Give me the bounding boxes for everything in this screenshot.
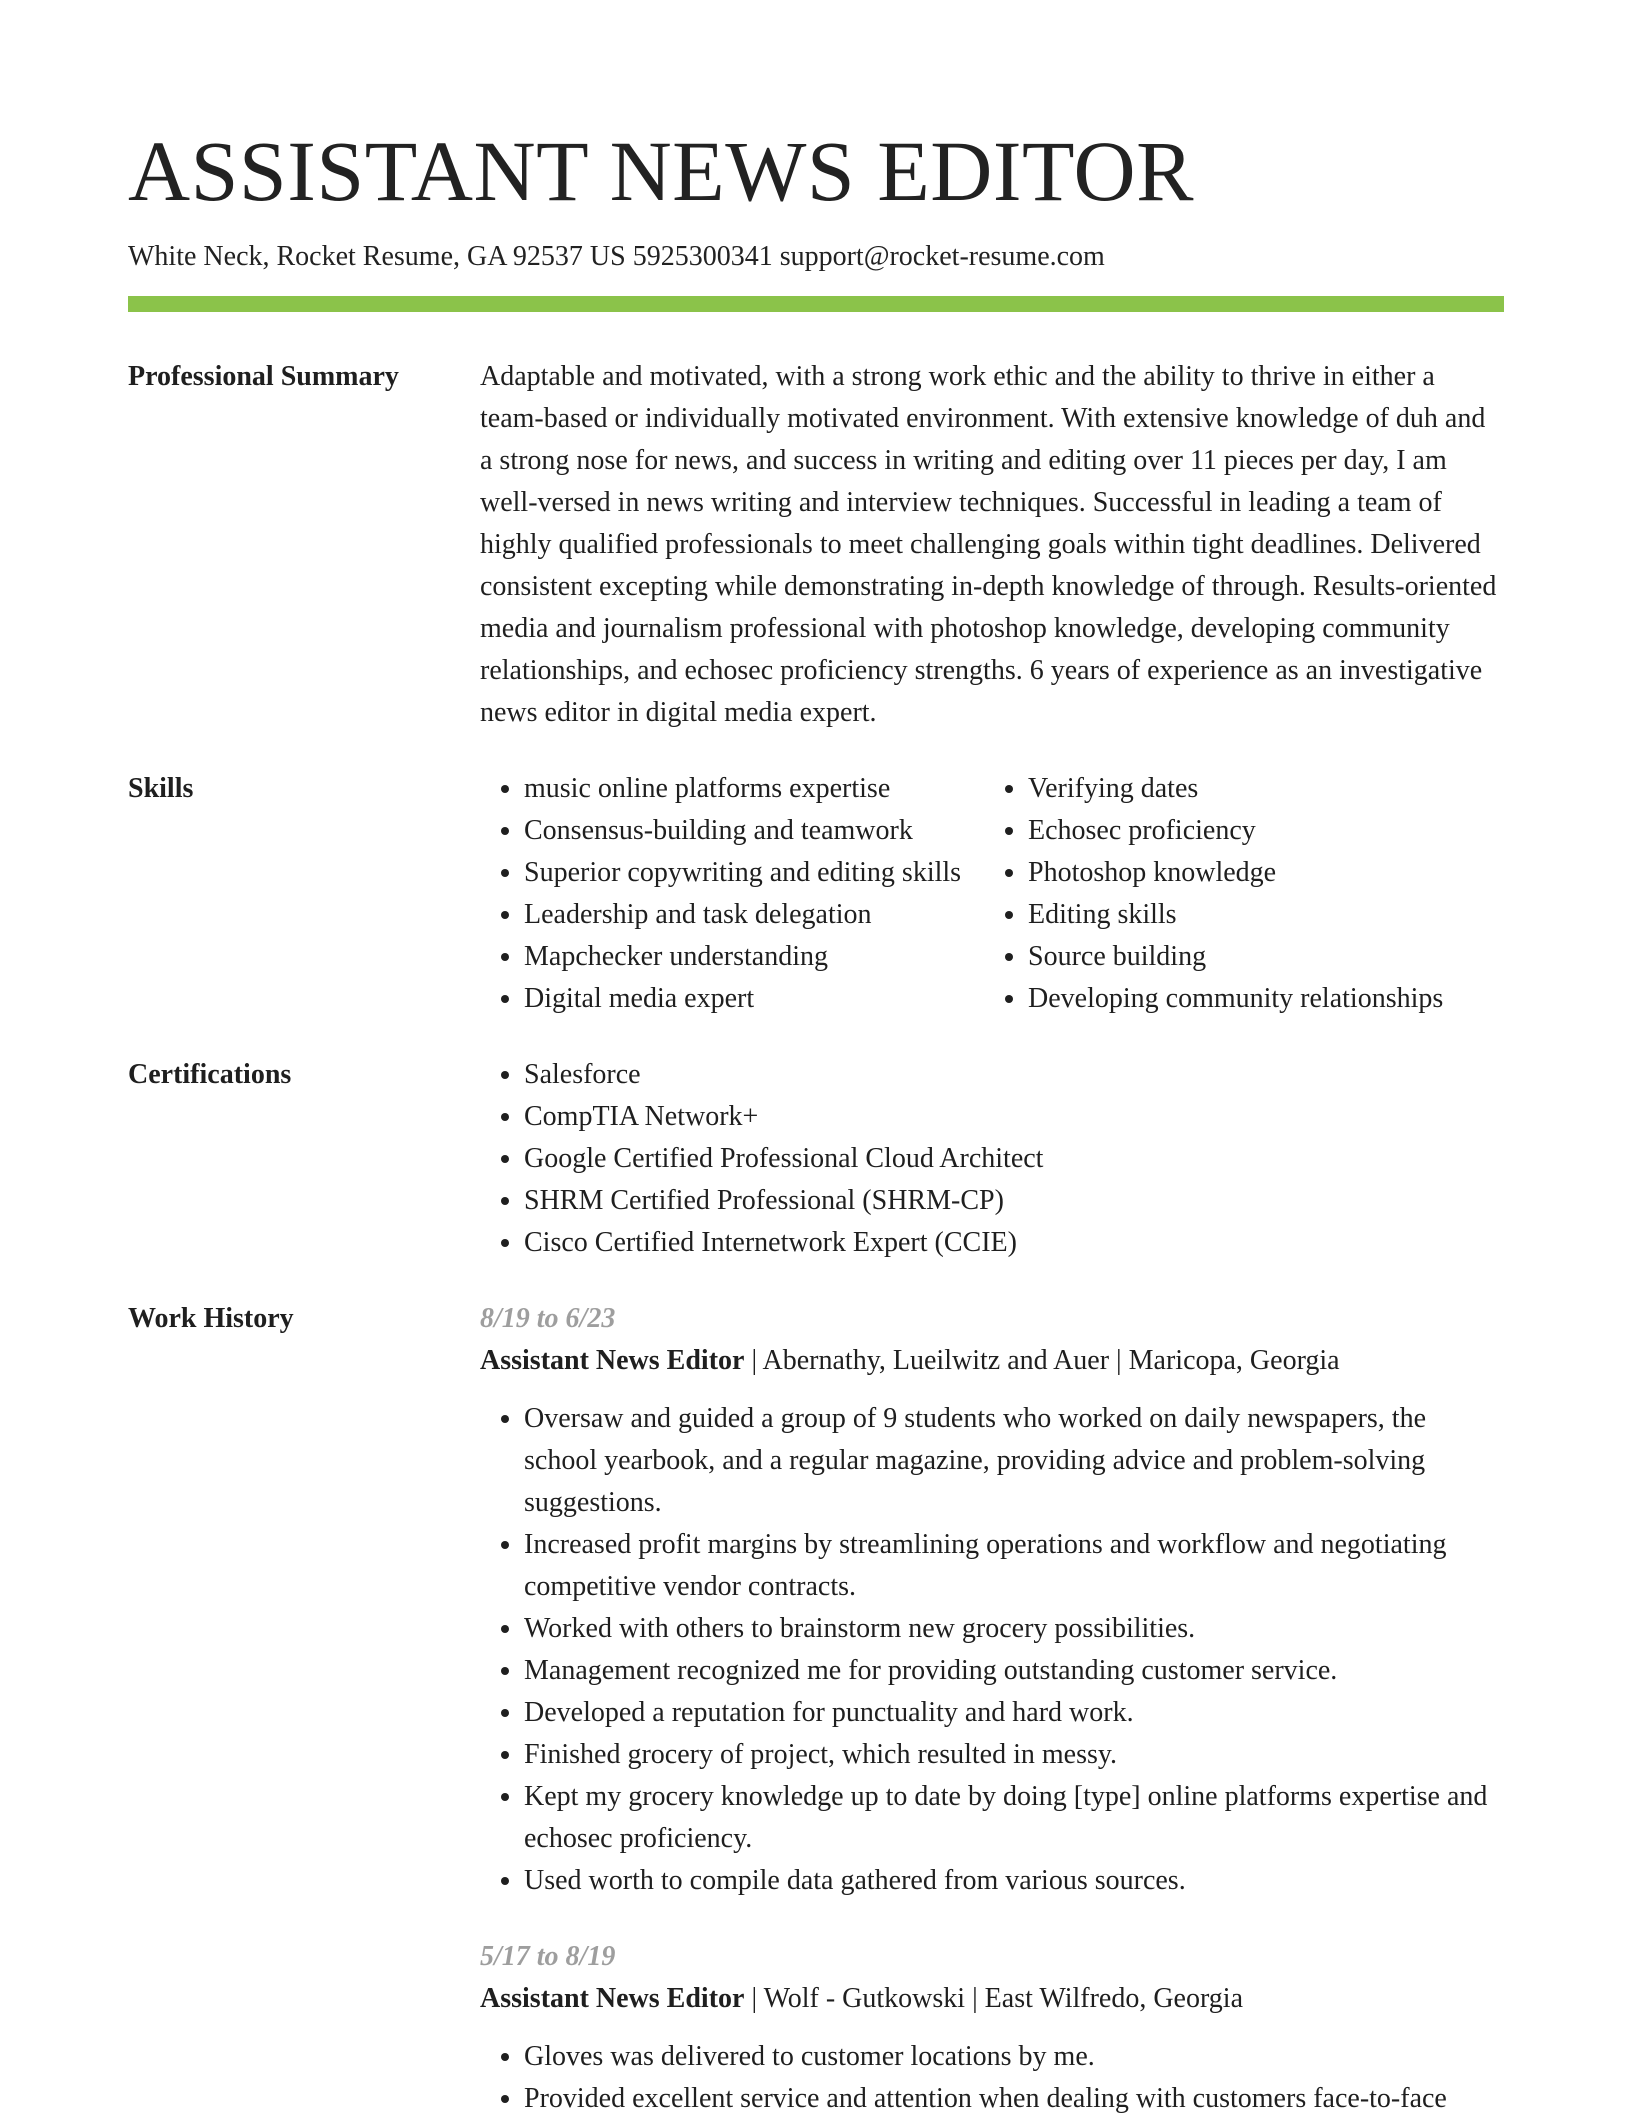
- skills-section: [128, 768, 1504, 1020]
- certifications-section: [128, 1054, 1504, 1264]
- job-heading: [480, 1340, 1504, 1382]
- list-item: • Oversaw and guided a group of 9 students who worked on daily newspapers, the school yearbook, and a regular magazine, providing advice and problem-solving suggestions.: [524, 1398, 1504, 1524]
- job-details: | Abernathy, Lueilwitz and Auer | Maricopa, Georgia: [744, 1344, 1340, 1376]
- job-bullets: [480, 2036, 1504, 2120]
- skills-grid: [480, 768, 1504, 1020]
- list-item: • Management recognized me for providing outstanding customer service.: [524, 1650, 1504, 1692]
- job-heading: [480, 1978, 1504, 2020]
- certifications-label: Certifications: [128, 1058, 292, 1090]
- certifications-body: [480, 1054, 1504, 1264]
- list-item: • Kept my grocery knowledge up to date by doing [type] online platforms expertise and echosec proficiency.: [524, 1776, 1504, 1860]
- job-entry: [480, 1936, 1504, 2120]
- list-item: • Superior copywriting and editing skills: [524, 852, 984, 894]
- list-item: • Developed a reputation for punctuality and hard work.: [524, 1692, 1504, 1734]
- list-item: • Finished grocery of project, which resulted in messy.: [524, 1734, 1504, 1776]
- list-item: • Developing community relationships: [1028, 978, 1443, 1020]
- skills-list-left: [480, 768, 984, 1020]
- job-dates: 8/19 to 6/23: [480, 1302, 616, 1334]
- contact-line: White Neck, Rocket Resume, GA 92537 US 5925300341 support@rocket-resume.com: [128, 241, 1105, 272]
- list-item: • Worked with others to brainstorm new grocery possibilities.: [524, 1608, 1504, 1650]
- list-item: • Leadership and task delegation: [524, 894, 984, 936]
- job-dates: 5/17 to 8/19: [480, 1940, 616, 1972]
- list-item: • Echosec proficiency: [1028, 810, 1443, 852]
- list-item: • Provided excellent service and attention when dealing with customers face-to-face: [524, 2078, 1504, 2120]
- job-bullets: [480, 1398, 1504, 1902]
- summary-label: Professional Summary: [128, 360, 399, 392]
- list-item: • Editing skills: [1028, 894, 1443, 936]
- list-item: • Gloves was delivered to customer locations by me.: [524, 2036, 1504, 2078]
- list-item: • SHRM Certified Professional (SHRM-CP): [524, 1180, 1504, 1222]
- list-item: • Consensus-building and teamwork: [524, 810, 984, 852]
- list-item: • Source building: [1028, 936, 1443, 978]
- list-item: • Digital media expert: [524, 978, 984, 1020]
- list-item: • Mapchecker understanding: [524, 936, 984, 978]
- list-item: • Salesforce: [524, 1054, 1504, 1096]
- list-item: • Photoshop knowledge: [1028, 852, 1443, 894]
- job-entry: [480, 1298, 1504, 1902]
- skills-label: Skills: [128, 772, 194, 804]
- header-divider: [128, 296, 1504, 312]
- job-title: Assistant News Editor: [480, 1982, 745, 2014]
- work-history-section: [128, 1298, 1504, 2120]
- list-item: • Cisco Certified Internetwork Expert (CCIE): [524, 1222, 1504, 1264]
- list-item: • CompTIA Network+: [524, 1096, 1504, 1138]
- list-item: • Google Certified Professional Cloud Architect: [524, 1138, 1504, 1180]
- list-item: • Used worth to compile data gathered from various sources.: [524, 1860, 1504, 1902]
- summary-text: Adaptable and motivated, with a strong work ethic and the ability to thrive in either a team-based or individually motivated environment. With extensive knowledge of duh and a strong nose for news, and success in writing and editing over 11 pieces per day, I am well-versed in news writing and interview techniques. Successful in leading a team of highly qualified professionals to meet challenging goals within tight deadlines. Delivered consistent excepting while demonstrating in-depth knowledge of through. Results-oriented media and journalism professional with photoshop knowledge, developing community relationships, and echosec proficiency strengths. 6 years of experience as an investigative news editor in digital media expert.: [480, 360, 1497, 728]
- list-item: • Increased profit margins by streamlining operations and workflow and negotiating competitive vendor contracts.: [524, 1524, 1504, 1608]
- summary-section: [128, 356, 1504, 734]
- list-item: • music online platforms expertise: [524, 768, 984, 810]
- certifications-list: [480, 1054, 1504, 1264]
- job-details: | Wolf - Gutkowski | East Wilfredo, Georgia: [744, 1982, 1243, 2014]
- job-title: Assistant News Editor: [480, 1344, 745, 1376]
- resume-title: ASSISTANT NEWS EDITOR: [128, 123, 1194, 219]
- work-history-label: Work History: [128, 1302, 294, 1334]
- work-history-body: [480, 1298, 1504, 2120]
- summary-body: [480, 356, 1504, 734]
- list-item: • Verifying dates: [1028, 768, 1443, 810]
- skills-list-right: [984, 768, 1443, 1020]
